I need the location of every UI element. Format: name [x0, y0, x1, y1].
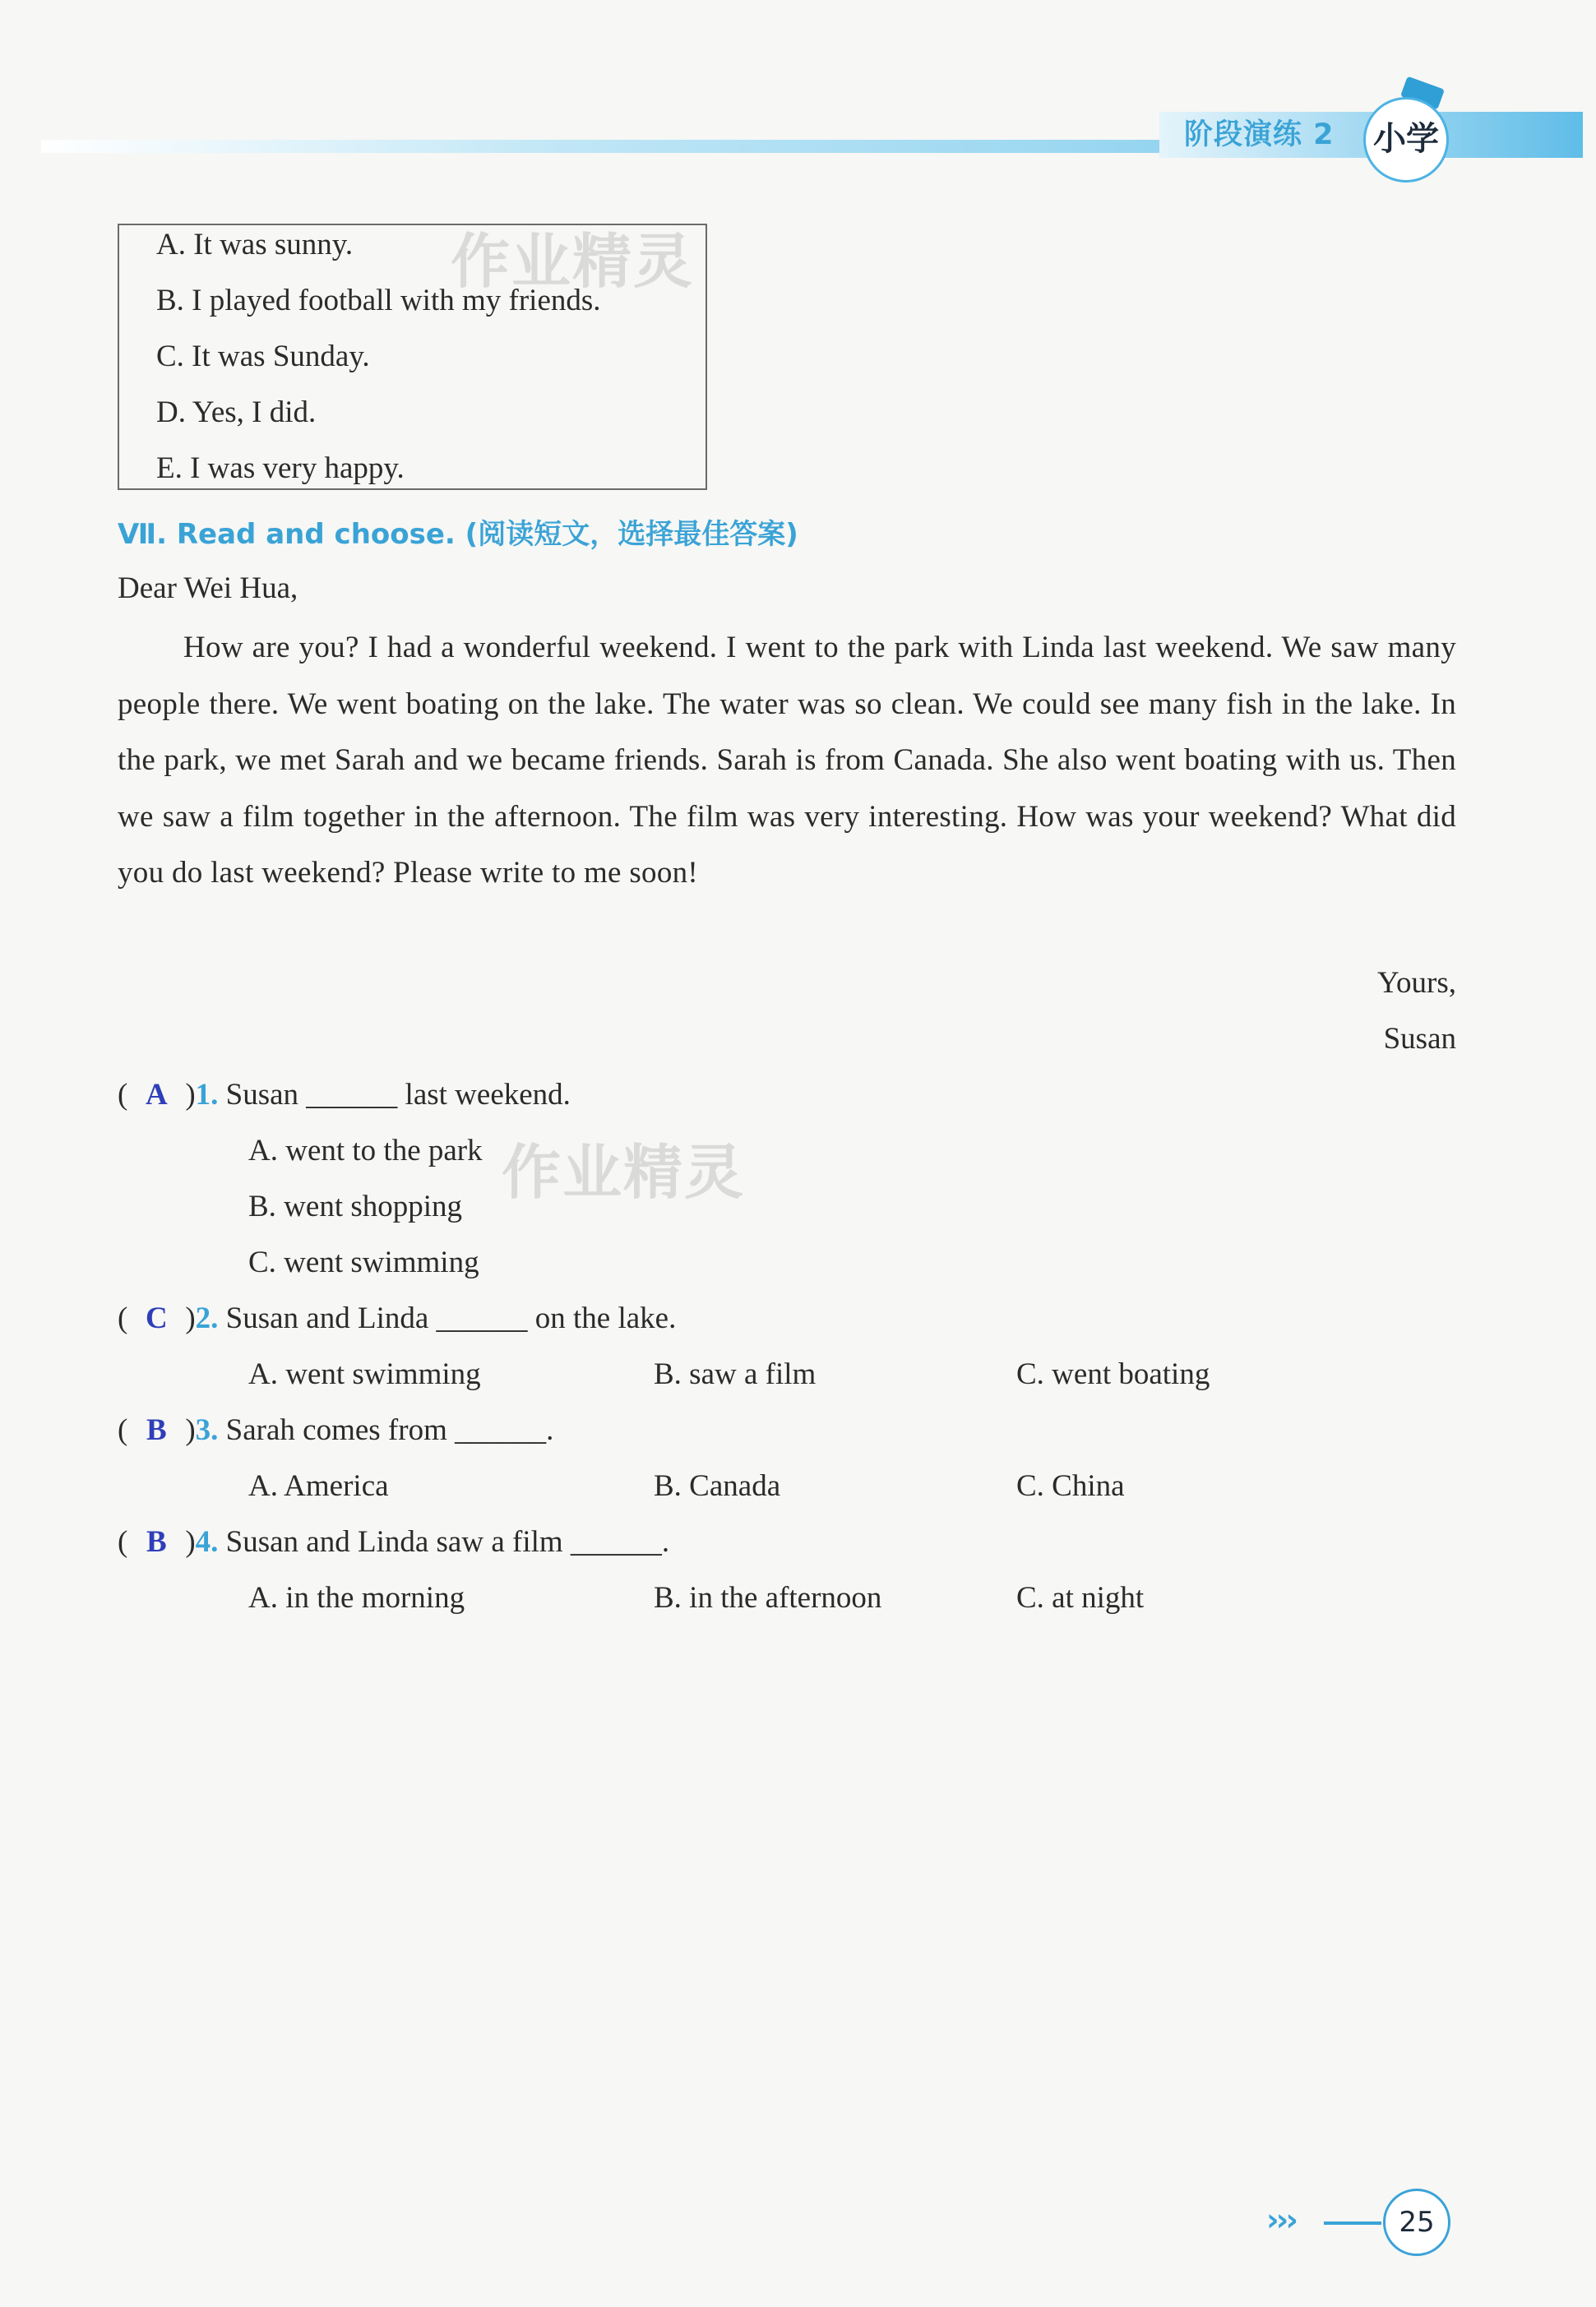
section-title: 阶段演练 2 — [1184, 118, 1335, 151]
letter-body: How are you? I had a wonderful weekend. I went to the park with Linda last weekend. We saw many people there. We went boating on the lake. The water was so clean. We could see many fish in the lake. In the park, we met Sarah and we became friends. Sarah is from Canada. She also went boating with us. Then we saw a film together in the afternoon. The film was very interesting. How was your weekend? What did you do last weekend? Please write to me soon! — [118, 631, 1456, 890]
q1-choice-b: B. went shopping — [248, 1190, 463, 1223]
answer-2: C — [145, 1301, 168, 1335]
question-number: 3. — [195, 1413, 219, 1447]
footer-line — [1324, 2221, 1381, 2225]
answer-1: A — [145, 1078, 168, 1112]
question-text: Susan ______ last weekend. — [225, 1078, 571, 1112]
answer-3: B — [146, 1413, 167, 1447]
question-text: Sarah comes from ______. — [225, 1413, 554, 1447]
q3-choice-b: B. Canada — [654, 1469, 781, 1503]
question-number: 1. — [195, 1078, 219, 1112]
letter-greeting: Dear Wei Hua, — [118, 571, 298, 605]
section-heading: Ⅶ. Read and choose. (阅读短文，选择最佳答案) — [118, 518, 798, 551]
option-d: D. Yes, I did. — [156, 395, 317, 429]
q4-choice-c: C. at night — [1016, 1581, 1145, 1615]
option-c: C. It was Sunday. — [156, 340, 370, 373]
option-e: E. I was very happy. — [156, 451, 405, 485]
q4-choice-a: A. in the morning — [248, 1581, 465, 1615]
page-number: 25 — [1383, 2189, 1450, 2256]
q4-choice-b: B. in the afternoon — [654, 1581, 882, 1615]
option-a: A. It was sunny. — [156, 228, 354, 261]
question-4: ( B )4. Susan and Linda saw a film ______. — [118, 1518, 669, 1567]
q1-choice-c: C. went swimming — [248, 1246, 479, 1279]
question-text: Susan and Linda ______ on the lake. — [225, 1301, 677, 1335]
q2-choice-c: C. went boating — [1016, 1357, 1210, 1391]
q3-choice-a: A. America — [248, 1469, 389, 1503]
question-text: Susan and Linda saw a film ______. — [225, 1525, 670, 1559]
question-1: ( A )1. Susan ______ last weekend. — [118, 1070, 571, 1120]
option-b: B. I played football with my friends. — [156, 284, 601, 317]
letter-signature: Susan — [1383, 1022, 1456, 1056]
question-number: 2. — [195, 1301, 219, 1335]
q2-choice-a: A. went swimming — [248, 1357, 481, 1391]
q3-choice-c: C. China — [1016, 1469, 1125, 1503]
letter-closing: Yours, — [1377, 966, 1456, 1000]
q2-choice-b: B. saw a film — [654, 1357, 817, 1391]
answer-4: B — [146, 1525, 167, 1559]
chevron-arrows-icon: ››› — [1266, 2202, 1295, 2238]
question-number: 4. — [195, 1525, 219, 1559]
question-2: ( C )2. Susan and Linda ______ on the lake. — [118, 1294, 676, 1343]
watermark: 作业精灵 — [451, 227, 695, 296]
q1-choice-a: A. went to the park — [248, 1134, 483, 1167]
level-badge: 小学 — [1363, 97, 1449, 183]
watermark: 作业精灵 — [502, 1138, 746, 1207]
question-3: ( B )3. Sarah comes from ______. — [118, 1406, 553, 1455]
